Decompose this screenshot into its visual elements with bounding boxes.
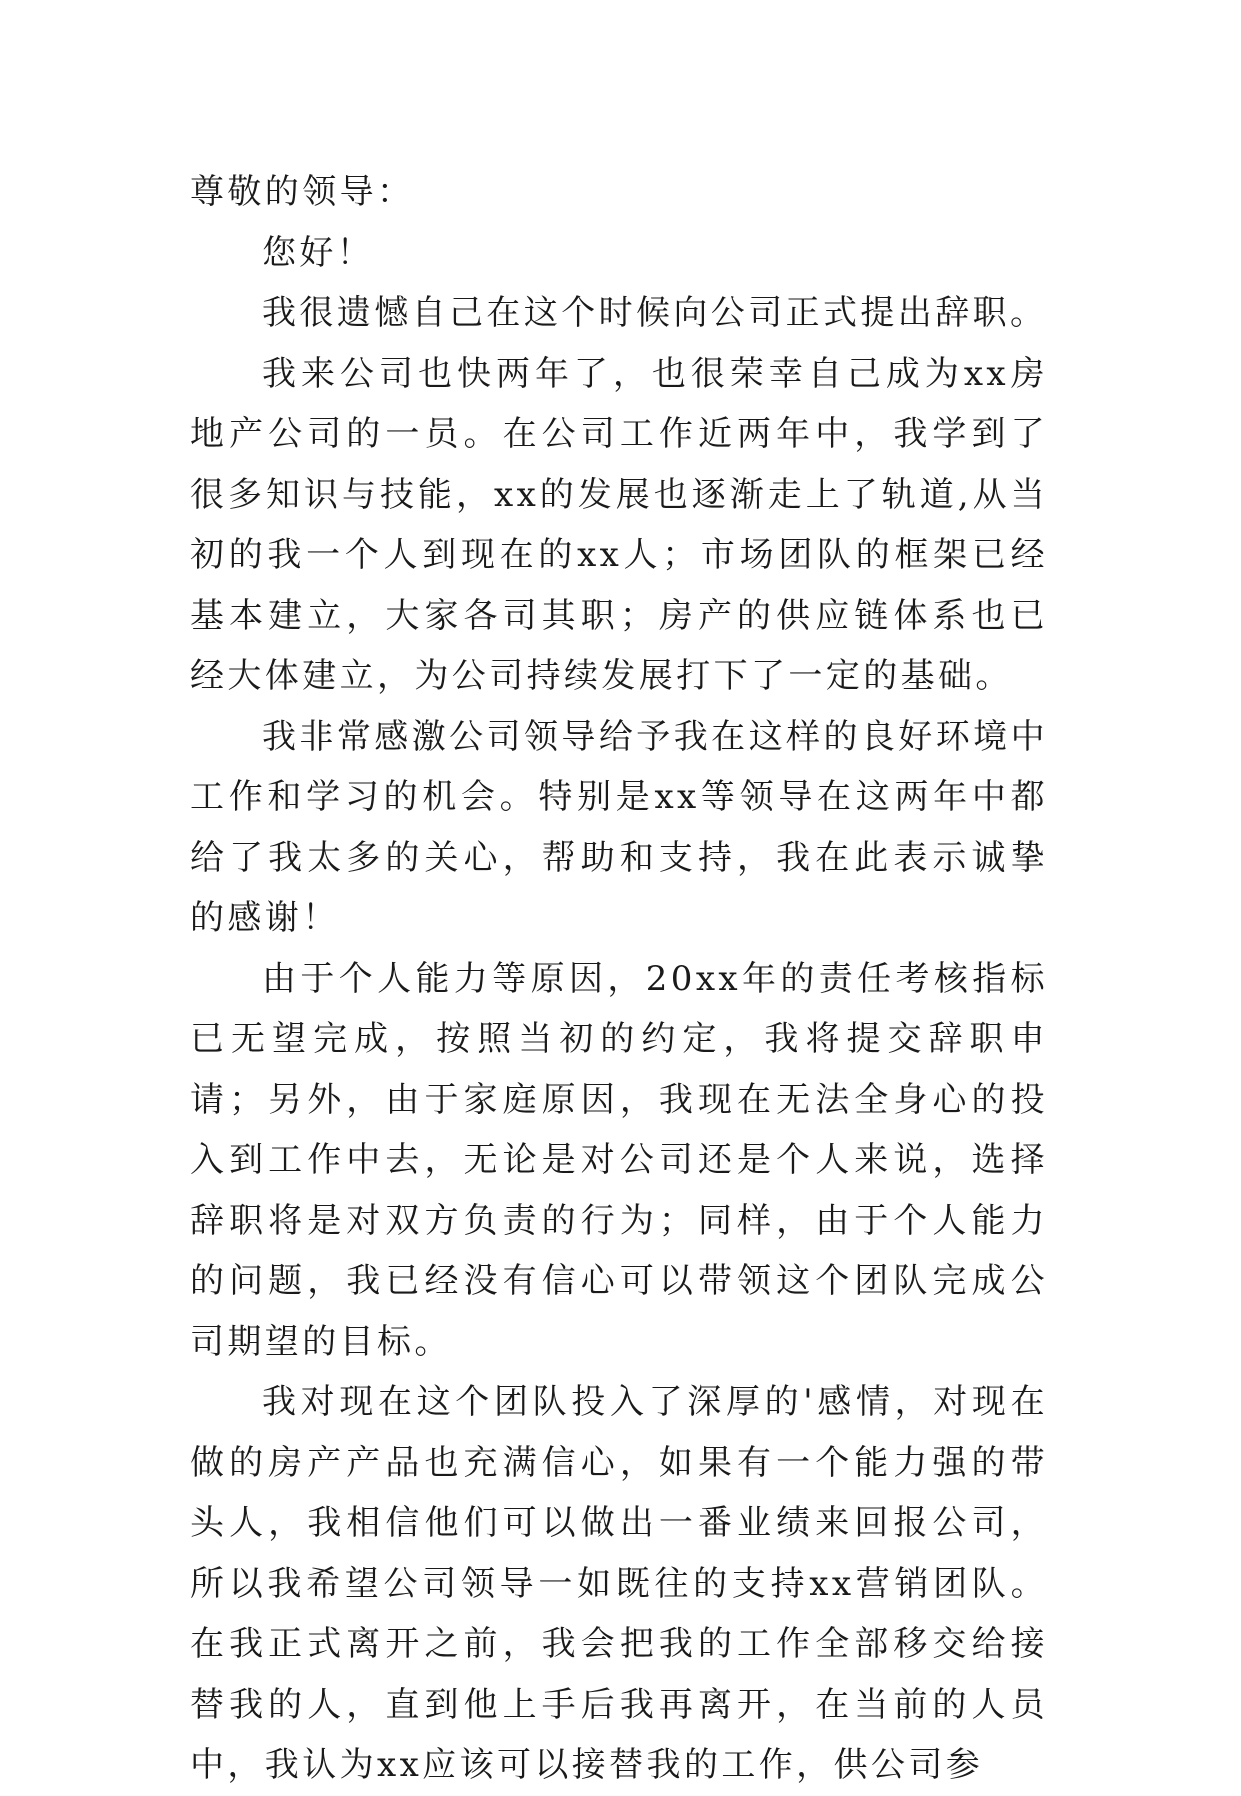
paragraph-handover: 我对现在这个团队投入了深厚的'感情，对现在做的房产产品也充满信心，如果有一个能力强的带头人，我相信他们可以做出一番业绩来回报公司，所以我希望公司领导一如既往的支持xx营销团队。在我正式离开之前，我会把我的工作全部移交给接替我的人，直到他上手后我再离开，在当前的人员中，我认为xx应该可以接替我的工作，供公司参 <box>190 1382 1048 1785</box>
paragraph-gratitude: 我非常感激公司领导给予我在这样的良好环境中工作和学习的机会。特别是xx等领导在这两年中都给了我太多的关心，帮助和支持，我在此表示诚挚的感谢！ <box>190 716 1048 938</box>
letter-body <box>190 162 1048 1796</box>
greeting: 您好！ <box>262 232 375 273</box>
paragraph-resignation-statement: 我很遗憾自己在这个时候向公司正式提出辞职。 <box>262 293 1048 333</box>
paragraph-reasons: 由于个人能力等原因，20xx年的责任考核指标已无望完成，按照当初的约定，我将提交辞职申请；另外，由于家庭原因，我现在无法全身心的投入到工作中去，无论是对公司还是个人来说，选择辞职将是对双方负责的行为；同样，由于个人能力的问题，我已经没有信心可以带领这个团队完成公司期望的目标。 <box>190 958 1048 1362</box>
paragraph-work-history: 我来公司也快两年了，也很荣幸自己成为xx房地产公司的一员。在公司工作近两年中，我学到了很多知识与技能，xx的发展也逐渐走上了轨道,从当初的我一个人到现在的xx人；市场团队的框架已经基本建立，大家各司其职；房产的供应链体系也已经大体建立，为公司持续发展打下了一定的基础。 <box>190 353 1048 696</box>
salutation: 尊敬的领导： <box>190 172 415 212</box>
